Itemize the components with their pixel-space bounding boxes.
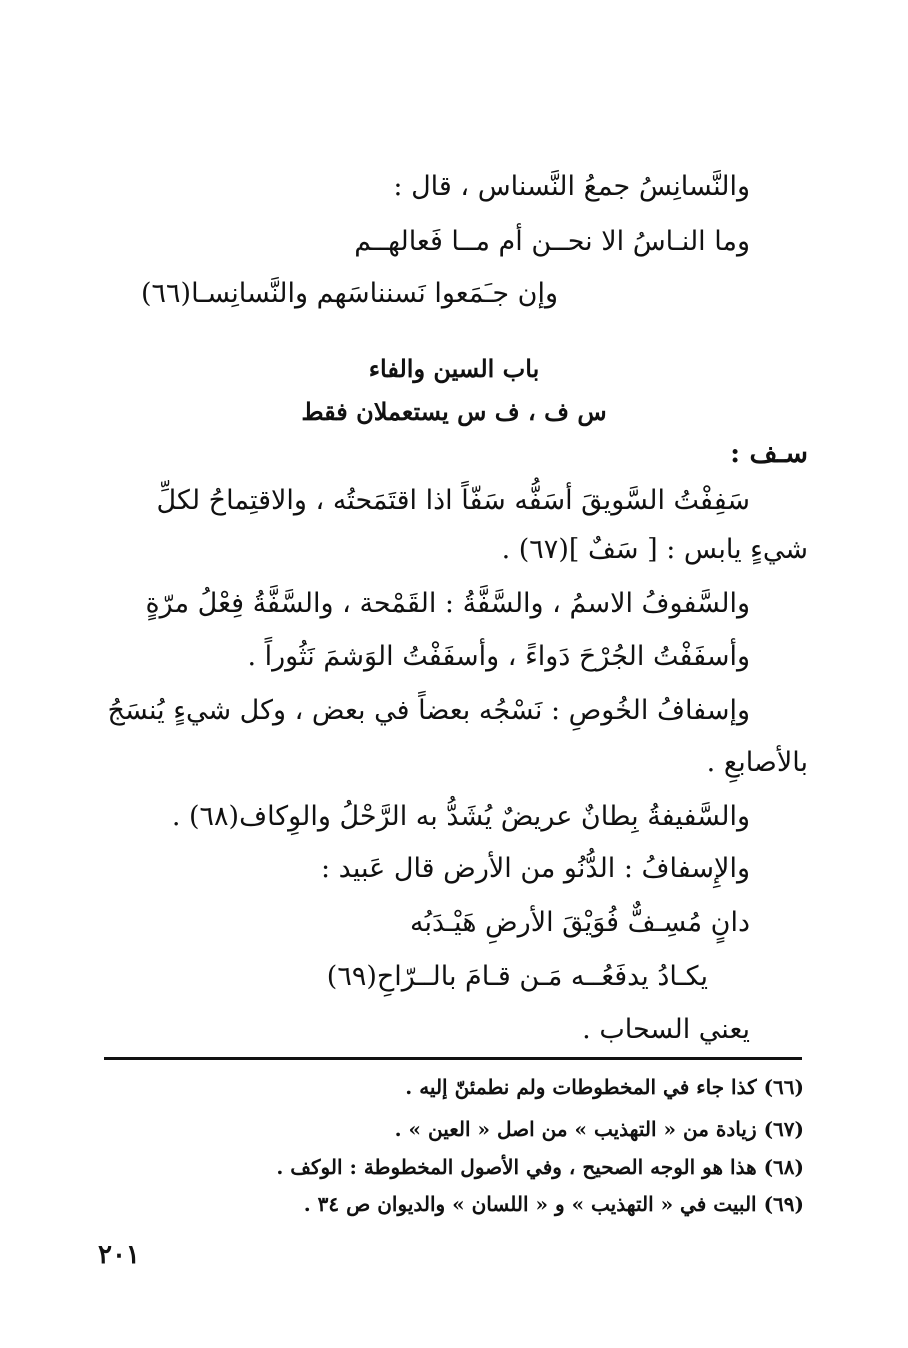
text-line: والإِسفافُ : الدُّنُو من الأرض قال عَبيد :: [321, 853, 750, 884]
text-line: يعني السحاب .: [582, 1014, 750, 1045]
text-line: وأسفَفْتُ الجُرْحَ دَواءً ، وأسفَفْتُ الوَشمَ نَثُوراً .: [247, 641, 750, 672]
verse-line: وما النـاسُ الا نحــن أم مــا فَعالهــم: [354, 226, 750, 257]
footnote: (٦٧) زيادة من « التهذيب » من اصل « العين » .: [394, 1117, 804, 1141]
text-line: والنَّسانِسُ جمعُ النَّسناس ، قال :: [393, 171, 750, 202]
text-line: سَفِفْتُ السَّويقَ أسَفُّه سَفّاً اذا اقتَمَحتُه ، والاقتِماحُ لكلِّ: [156, 485, 750, 516]
footnote: (٦٩) البيت في « التهذيب » و « اللسان » والديوان ص ٣٤ .: [303, 1192, 804, 1216]
text-line: بالأصابعِ .: [706, 747, 808, 778]
text-line: وإسفافُ الخُوصِ : نَسْجُه بعضاً في بعض ، وكل شيءٍ يُنسَجُ: [107, 695, 750, 726]
footnote: (٦٨) هذا هو الوجه الصحيح ، وفي الأصول المخطوطة : الوكف .: [276, 1155, 804, 1179]
footnote-divider: [104, 1057, 802, 1060]
text-line: والسَّفيفةُ بِطانٌ عريضٌ يُشَدُّ به الرَّحْلُ والوِكاف(٦٨) .: [171, 801, 750, 832]
verse-line: وإن جـَمَعوا نَسنناسَهم والنَّسانِسـا(٦٦): [140, 278, 558, 309]
verse-line: يكـادُ يدفَعُــه مَـن قـامَ بالــرّاحِ(٦٩): [326, 961, 708, 992]
chapter-heading: باب السين والفاء: [368, 354, 540, 383]
text-line: شيءٍ يابس : [ سَفٌ ](٦٧) .: [501, 534, 808, 565]
entry-heading: سـف :: [730, 438, 808, 469]
page-number: ٢٠١: [98, 1240, 140, 1270]
verse-line: دانٍ مُسِـفٌّ فُوَيْقَ الأرضِ هَيْـدَبُه: [409, 907, 750, 938]
text-line: والسَّفوفُ الاسمُ ، والسَّفَّةُ : القَمْحة ، والسَّفَّةُ فِعْلُ مرّةٍ: [145, 588, 750, 619]
root-heading: س ف ، ف س يستعملان فقط: [301, 397, 607, 426]
footnote: (٦٦) كذا جاء في المخطوطات ولم نطمئنّ إليه .: [405, 1075, 804, 1099]
